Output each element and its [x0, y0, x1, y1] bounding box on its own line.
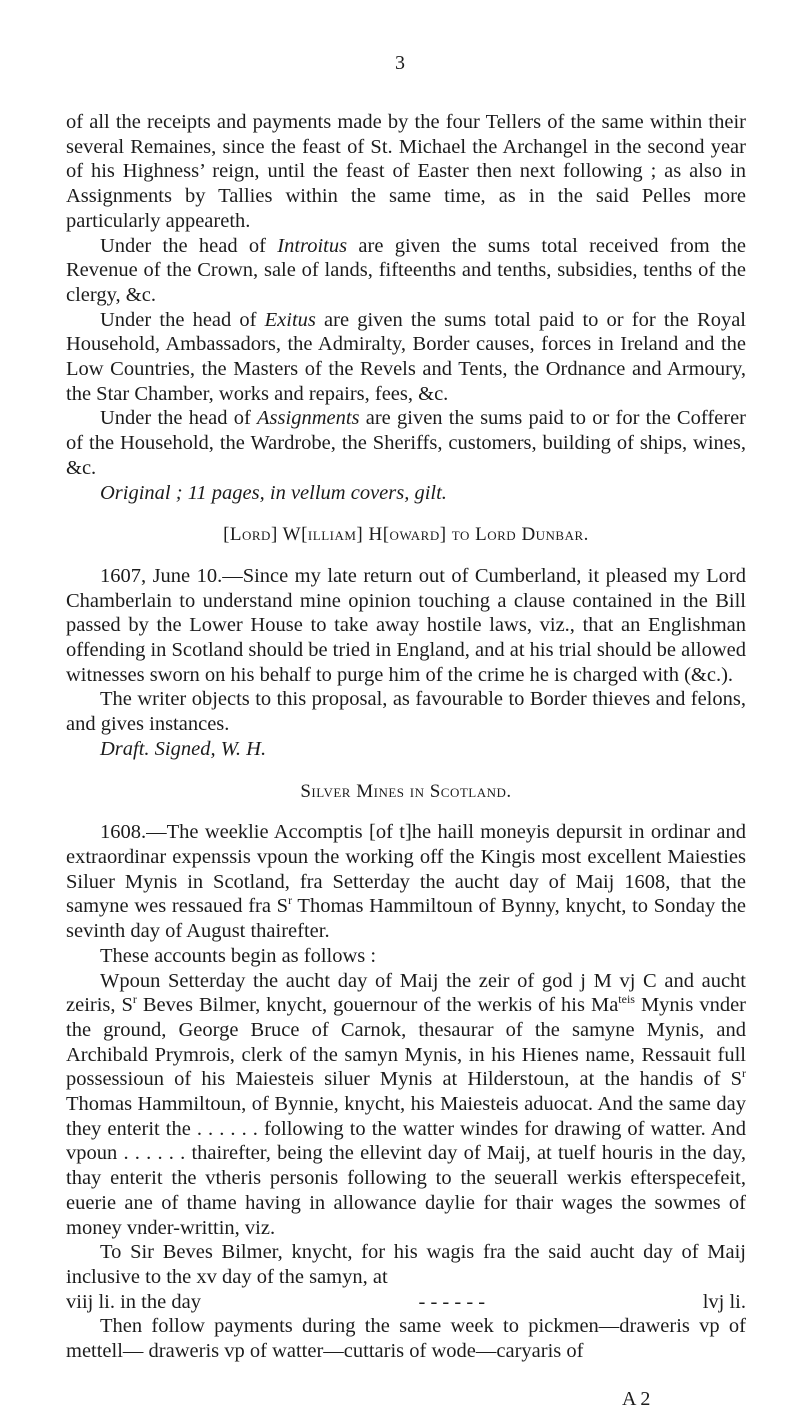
term-introitus: Introitus: [277, 234, 348, 257]
paragraph-bilmer-wages: To Sir Beves Bilmer, knycht, for his wagis fra the said aucht day of Maij inclusive to the xv day of the samyn, at: [66, 1241, 746, 1288]
term-exitus: Exitus: [264, 308, 316, 331]
draft-note: Draft. Signed, W. H.: [100, 737, 267, 760]
paragraph-wpoun-setterday: Wpoun Setterday the aucht day of Maij the zeir of god j M vj C and aucht zeiris, $S^r$ Beves Bilmer, knycht, gouernour of the werkis of his $Ma^{teis}$ Mynis vnder the ground, George Bruce of Carnok, thesaurar of the samyne Mynis, and Archibald Prymrois, clerk of the samyn Mynis, in his Hienes name, Ressauit full possessioun of his Maiesteis siluer Mynis at Hilderstoun, at the handis of $S^r$ Thomas Hammiltoun, of Bynnie, knycht, his Maiesteis aduocat. And the same day they enterit the . . . . . . following to the watter windes for drawing of watter. And vpoun . . . . . . thairefter, being the ellevint day of Maij, at tuelf houris in the day, thay enterit the vtheris personis following to the seuerall werkis efterspecefeit, euerie ane of thame having in allowance daylie for thair wages the sowmes of money vnder-writtin, viz.: [66, 969, 746, 1239]
paragraph-accounts-begin: These accounts begin as follows :: [100, 944, 377, 967]
paragraph-exitus: Under the head of Exitus are given the sums total paid to or for the Royal Household, Ambassadors, the Admiralty, Border causes, forces in Ireland and the Low Countries, the Masters of the Revels and Tents, the Ordnance and Armoury, the Star Chamber, works and repairs, fees, &c.: [66, 308, 746, 405]
paragraph-writer-objects: The writer objects to this proposal, as favourable to Border thieves and felons, and gives instances.: [66, 688, 746, 736]
page-number: 3: [395, 52, 405, 74]
wages-total: lvj li.: [702, 1290, 746, 1313]
original-note: Original ; 11 pages, in vellum covers, gilt.: [100, 481, 447, 504]
paragraph-introitus: Under the head of Introitus are given the sums total received from the Revenue of the Crown, sale of lands, fifteenths and tenths, subsidies, tenths of the clergy, &c.: [66, 234, 746, 306]
wages-rate: viij li. in the day: [66, 1290, 201, 1313]
paragraph-receipts: of all the receipts and payments made by the four Tellers of the same within their several Remaines, since the feast of St. Michael the Archangel in the second year of his Highness’ reign, until the feast of Easter then next following ; as also in Assignments by Tallies within the same time, as in the said Pelles more particularly appeareth.: [66, 111, 746, 232]
heading-howard-to-dunbar: [Lord] W[illiam] H[oward] to Lord Dunbar.: [223, 524, 589, 546]
body-text: [66, 110, 746, 1364]
signature-mark: A 2: [622, 1388, 651, 1410]
heading-silver-mines: Silver Mines in Scotland.: [300, 780, 512, 802]
wages-leader-dashes: - - - - - -: [418, 1290, 486, 1313]
paragraph-payments-follow: Then follow payments during the same week to pickmen—draweris vp of mettell— draweris vp of watter—cuttaris of wode—caryaris of: [66, 1315, 746, 1363]
paragraph-accomptis-1608: 1608.—The weeklie Accomptis [of t]he haill moneyis depursit in ordinar and extraordinar expenssis vpoun the working off the Kingis most excellent Maiesties Siluer Mynis in Scotland, fra Setterday the aucht day of Maij 1608, that the samyne wes ressaued fra $S^r$ Thomas Hammiltoun of Bynny, knycht, to Sonday the sevinth day of August thairefter.: [66, 821, 747, 943]
wages-amount-line: [66, 1290, 746, 1315]
paragraph-assignments: Under the head of Assignments are given the sums paid to or for the Cofferer of the Household, the Wardrobe, the Sheriffs, customers, building of ships, wines, &c.: [66, 407, 746, 479]
paragraph-letter-1607: 1607, June 10.—Since my late return out of Cumberland, it pleased my Lord Chamberlain to understand mine opinion touching a clause contained in the Bill passed by the Lower House to take away hostile laws, viz., that an Englishman offending in Scotland should be tried in England, and at his trial should be allowed witnesses sworn on his behalf to purge him of the crime he is charged with (&c.).: [66, 564, 746, 686]
term-assignments: Assignments: [257, 407, 360, 430]
